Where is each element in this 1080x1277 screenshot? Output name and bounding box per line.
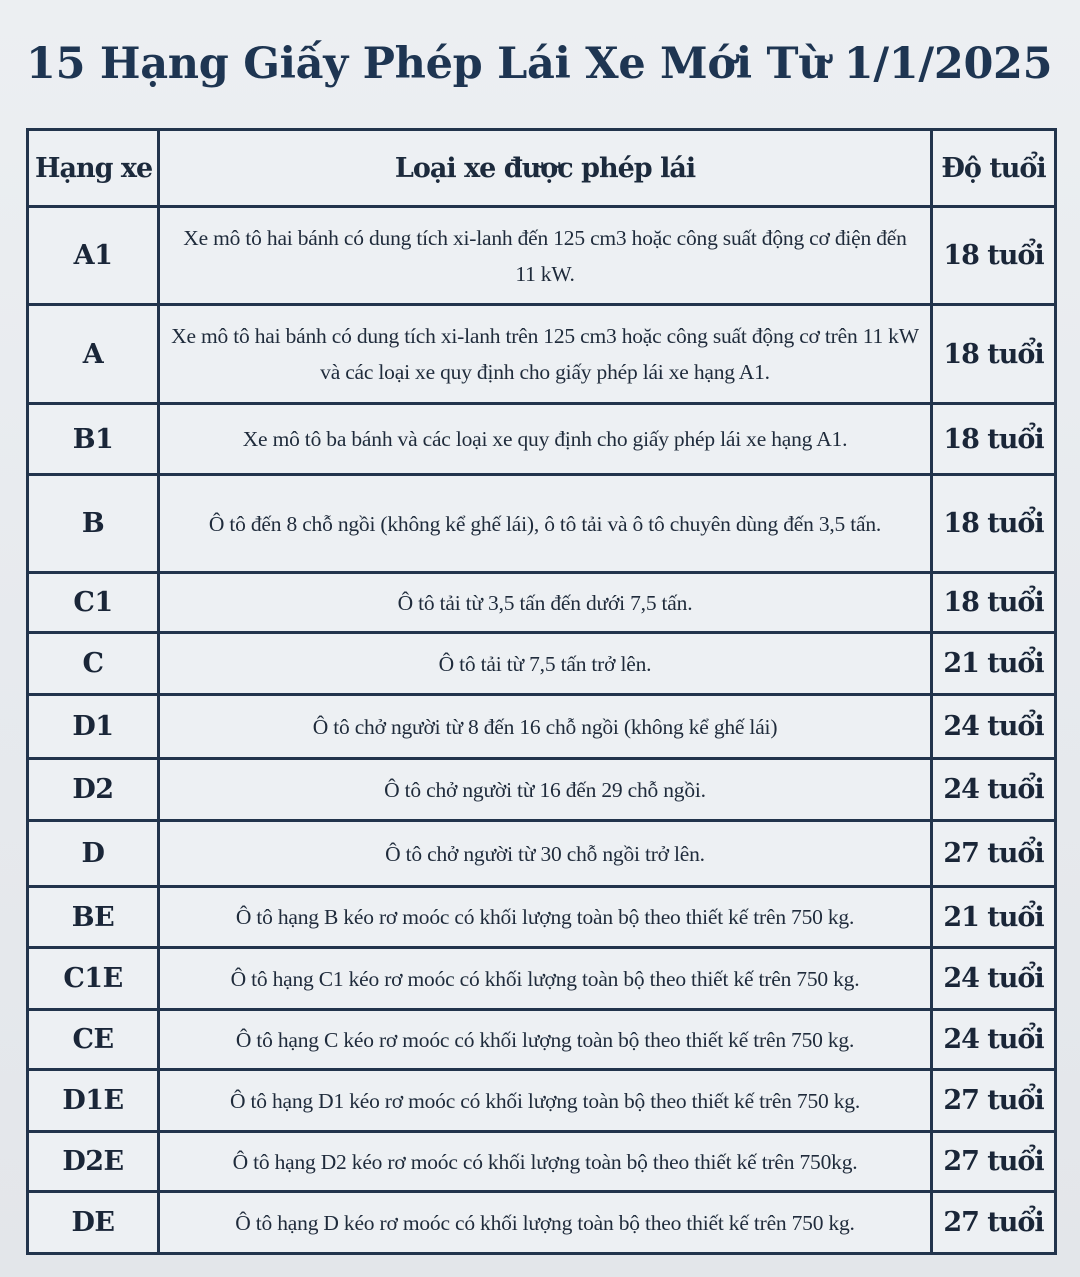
minimum-age: 18 tuổi bbox=[932, 305, 1056, 404]
minimum-age: 27 tuổi bbox=[932, 1070, 1056, 1132]
table-row bbox=[28, 1132, 1056, 1192]
minimum-age: 18 tuổi bbox=[932, 207, 1056, 305]
header-vehicles: Loại xe được phép lái bbox=[159, 130, 932, 207]
allowed-vehicles: Xe mô tô ba bánh và các loại xe quy định cho giấy phép lái xe hạng A1. bbox=[159, 404, 932, 475]
license-class: A bbox=[28, 305, 159, 404]
allowed-vehicles: Ô tô chở người từ 30 chỗ ngồi trở lên. bbox=[159, 821, 932, 887]
allowed-vehicles: Ô tô chở người từ 8 đến 16 chỗ ngồi (không kể ghế lái) bbox=[159, 695, 932, 759]
license-class: C1 bbox=[28, 573, 159, 633]
minimum-age: 21 tuổi bbox=[932, 633, 1056, 695]
allowed-vehicles: Ô tô hạng D2 kéo rơ moóc có khối lượng toàn bộ theo thiết kế trên 750kg. bbox=[159, 1132, 932, 1192]
allowed-vehicles: Ô tô hạng D kéo rơ moóc có khối lượng toàn bộ theo thiết kế trên 750 kg. bbox=[159, 1192, 932, 1254]
table-row bbox=[28, 305, 1056, 404]
allowed-vehicles: Ô tô tải từ 7,5 tấn trở lên. bbox=[159, 633, 932, 695]
table-row bbox=[28, 475, 1056, 573]
license-class: D1E bbox=[28, 1070, 159, 1132]
table-row bbox=[28, 633, 1056, 695]
minimum-age: 24 tuổi bbox=[932, 1010, 1056, 1070]
license-class: D1 bbox=[28, 695, 159, 759]
table-row bbox=[28, 1010, 1056, 1070]
minimum-age: 18 tuổi bbox=[932, 404, 1056, 475]
license-class: BE bbox=[28, 887, 159, 948]
minimum-age: 27 tuổi bbox=[932, 1132, 1056, 1192]
table-row bbox=[28, 1070, 1056, 1132]
minimum-age: 18 tuổi bbox=[932, 573, 1056, 633]
table-header-row bbox=[28, 130, 1056, 207]
allowed-vehicles: Ô tô tải từ 3,5 tấn đến dưới 7,5 tấn. bbox=[159, 573, 932, 633]
table-row bbox=[28, 573, 1056, 633]
license-class: D bbox=[28, 821, 159, 887]
minimum-age: 27 tuổi bbox=[932, 1192, 1056, 1254]
license-class: C1E bbox=[28, 948, 159, 1010]
license-class: D2E bbox=[28, 1132, 159, 1192]
table-row bbox=[28, 1192, 1056, 1254]
minimum-age: 24 tuổi bbox=[932, 759, 1056, 821]
table-row bbox=[28, 821, 1056, 887]
table-row bbox=[28, 207, 1056, 305]
license-class: CE bbox=[28, 1010, 159, 1070]
header-class: Hạng xe bbox=[28, 130, 159, 207]
allowed-vehicles: Xe mô tô hai bánh có dung tích xi-lanh trên 125 cm3 hoặc công suất động cơ trên 11 kW và các loại xe quy định cho giấy phép lái xe hạng A1. bbox=[159, 305, 932, 404]
minimum-age: 18 tuổi bbox=[932, 475, 1056, 573]
license-class: C bbox=[28, 633, 159, 695]
table-row bbox=[28, 404, 1056, 475]
license-class: B1 bbox=[28, 404, 159, 475]
table-row bbox=[28, 759, 1056, 821]
allowed-vehicles: Xe mô tô hai bánh có dung tích xi-lanh đến 125 cm3 hoặc công suất động cơ điện đến 11 kW. bbox=[159, 207, 932, 305]
license-class: B bbox=[28, 475, 159, 573]
table-row bbox=[28, 887, 1056, 948]
license-class: A1 bbox=[28, 207, 159, 305]
allowed-vehicles: Ô tô hạng D1 kéo rơ moóc có khối lượng toàn bộ theo thiết kế trên 750 kg. bbox=[159, 1070, 932, 1132]
minimum-age: 24 tuổi bbox=[932, 695, 1056, 759]
table-row bbox=[28, 695, 1056, 759]
license-class: DE bbox=[28, 1192, 159, 1254]
table-row bbox=[28, 948, 1056, 1010]
header-age: Độ tuổi bbox=[932, 130, 1056, 207]
minimum-age: 24 tuổi bbox=[932, 948, 1056, 1010]
minimum-age: 27 tuổi bbox=[932, 821, 1056, 887]
allowed-vehicles: Ô tô hạng B kéo rơ moóc có khối lượng toàn bộ theo thiết kế trên 750 kg. bbox=[159, 887, 932, 948]
allowed-vehicles: Ô tô hạng C kéo rơ moóc có khối lượng toàn bộ theo thiết kế trên 750 kg. bbox=[159, 1010, 932, 1070]
license-class-table bbox=[26, 128, 1057, 1255]
minimum-age: 21 tuổi bbox=[932, 887, 1056, 948]
page-title: 15 Hạng Giấy Phép Lái Xe Mới Từ 1/1/2025 bbox=[26, 39, 1053, 89]
allowed-vehicles: Ô tô hạng C1 kéo rơ moóc có khối lượng toàn bộ theo thiết kế trên 750 kg. bbox=[159, 948, 932, 1010]
license-class: D2 bbox=[28, 759, 159, 821]
allowed-vehicles: Ô tô đến 8 chỗ ngồi (không kể ghế lái), ô tô tải và ô tô chuyên dùng đến 3,5 tấn. bbox=[159, 475, 932, 573]
allowed-vehicles: Ô tô chở người từ 16 đến 29 chỗ ngồi. bbox=[159, 759, 932, 821]
